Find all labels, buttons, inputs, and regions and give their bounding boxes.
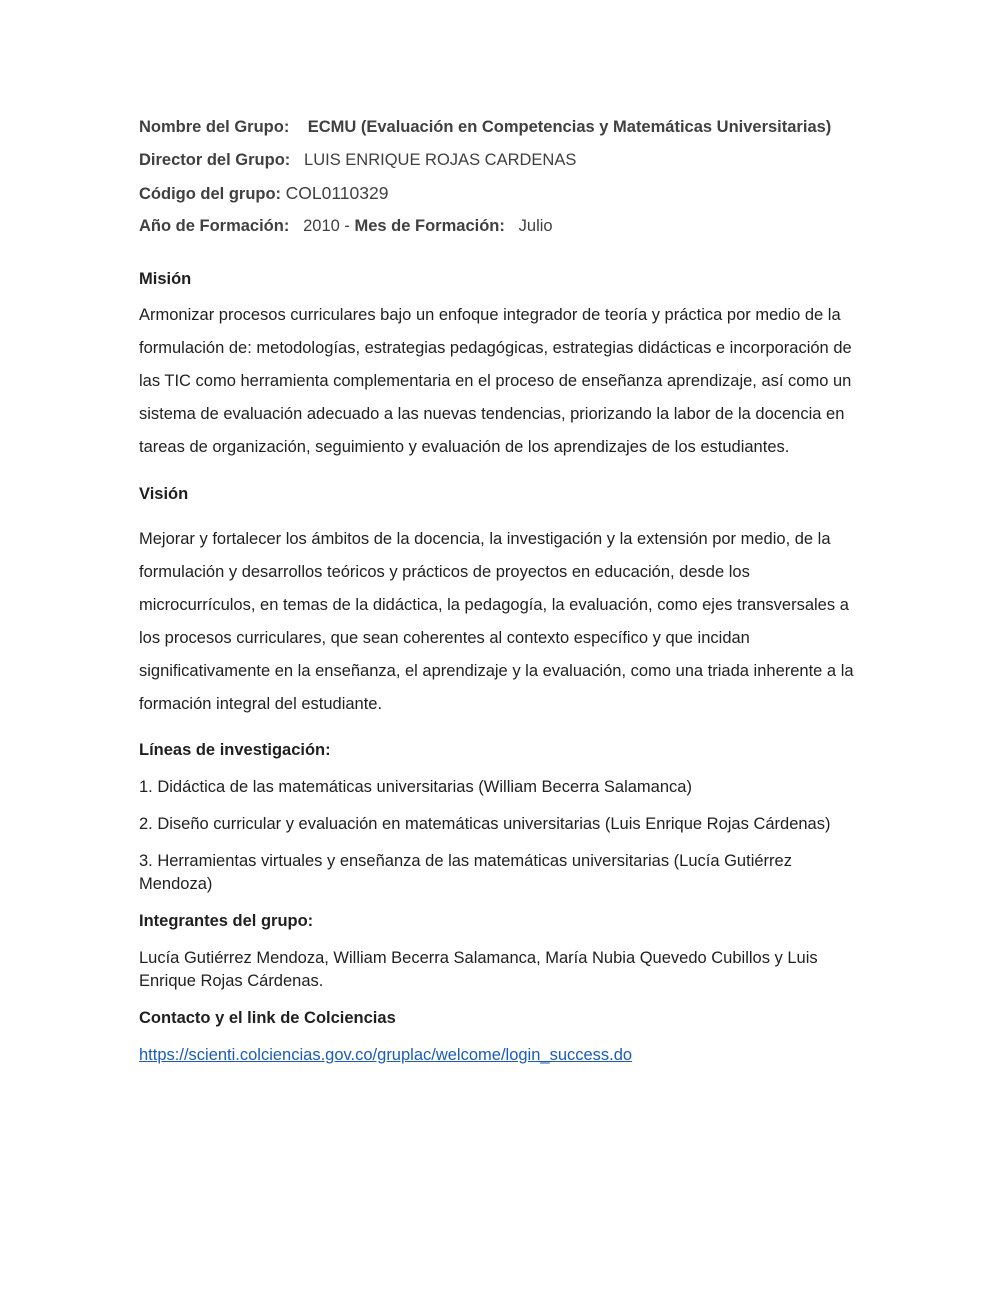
linea-item-1: 1. Didáctica de las matemáticas universitarias (William Becerra Salamanca) <box>139 778 692 796</box>
mision-heading: Misión <box>139 270 192 288</box>
linea-item-3 <box>139 850 839 896</box>
vision-line: formación integral del estudiante. <box>139 695 383 713</box>
mision-line: sistema de evaluación adecuado a las nuevas tendencias, priorizando la labor de la docencia en <box>139 405 845 423</box>
mision-paragraph <box>139 299 859 464</box>
group-director-value: LUIS ENRIQUE ROJAS CARDENAS <box>304 151 577 169</box>
mision-line: Armonizar procesos curriculares bajo un enfoque integrador de teoría y práctica por medio de la <box>139 306 841 324</box>
mision-line: tareas de organización, seguimiento y evaluación de los aprendizajes de los estudiantes. <box>139 438 790 456</box>
contacto-heading: Contacto y el link de Colciencias <box>139 1009 396 1027</box>
mision-line: formulación de: metodologías, estrategias pedagógicas, estrategias didácticas e incorporación de <box>139 339 852 357</box>
linea-item-2: 2. Diseño curricular y evaluación en matemáticas universitarias (Luis Enrique Rojas Cárdenas) <box>139 815 831 833</box>
group-code-label: Código del grupo: <box>139 185 282 203</box>
vision-line: los procesos curriculares, que sean coherentes al contexto específico y que incidan <box>139 629 750 647</box>
vision-heading: Visión <box>139 485 189 503</box>
vision-line: microcurrículos, en temas de la didáctica, la pedagogía, la evaluación, como ejes transversales a <box>139 596 849 614</box>
group-director-label: Director del Grupo: <box>139 151 291 169</box>
group-formation-row <box>139 215 553 237</box>
integrantes-line: Lucía Gutiérrez Mendoza, William Becerra Salamanca, María Nubia Quevedo Cubillos y Luis <box>139 949 818 967</box>
group-name-label: Nombre del Grupo: <box>139 118 290 136</box>
formation-month-value: Julio <box>518 217 553 235</box>
colciencias-link-row <box>139 1044 632 1066</box>
linea-item-3-line: 3. Herramientas virtuales y enseñanza de las matemáticas universitarias (Lucía Gutiérrez <box>139 852 792 870</box>
vision-line: significativamente en la enseñanza, el aprendizaje y la evaluación, como una triada inherente a la <box>139 662 854 680</box>
linea-item-3-line: Mendoza) <box>139 875 213 893</box>
formation-month-label: Mes de Formación: <box>354 217 505 235</box>
vision-line: Mejorar y fortalecer los ámbitos de la docencia, la investigación y la extensión por medio, de la <box>139 530 831 548</box>
group-name-value: ECMU (Evaluación en Competencias y Matemáticas Universitarias) <box>307 118 832 136</box>
group-code-row <box>139 182 388 205</box>
mision-line: las TIC como herramienta complementaria en el proceso de enseñanza aprendizaje, así como un <box>139 372 852 390</box>
integrantes-text <box>139 947 839 993</box>
integrantes-heading: Integrantes del grupo: <box>139 912 314 930</box>
formation-year-value: 2010 - <box>303 217 350 235</box>
group-director-row <box>139 149 576 171</box>
vision-paragraph <box>139 523 859 721</box>
integrantes-line: Enrique Rojas Cárdenas. <box>139 972 324 990</box>
group-code-value: COL0110329 <box>285 183 389 203</box>
lineas-heading: Líneas de investigación: <box>139 741 331 759</box>
vision-line: formulación y desarrollos teóricos y prácticos de proyectos en educación, desde los <box>139 563 750 581</box>
colciencias-link[interactable]: https://scienti.colciencias.gov.co/gruplac/welcome/login_success.do <box>139 1046 633 1064</box>
group-name-row <box>139 116 831 138</box>
formation-year-label: Año de Formación: <box>139 217 290 235</box>
